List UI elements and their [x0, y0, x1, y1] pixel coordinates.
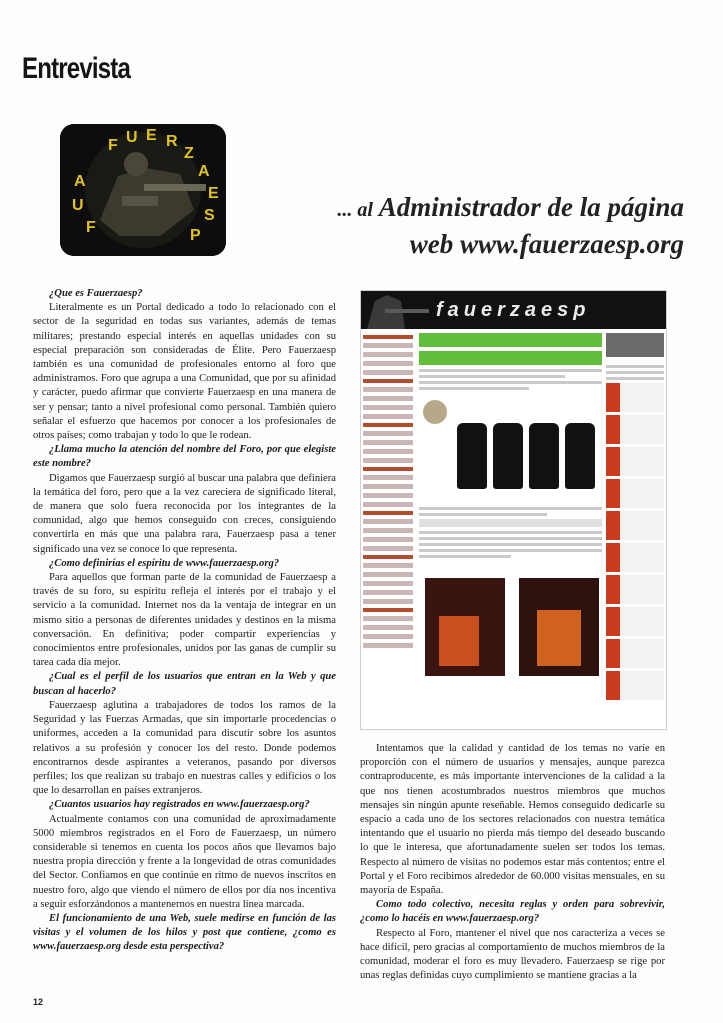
headline: [284, 190, 684, 261]
svg-text:R: R: [166, 133, 178, 150]
headline-lead: ... al: [337, 199, 373, 221]
interview-question: El funcionamiento de una Web, suele medirse en función de las visitas y el volumen de los hilos y post que contiene, ¿como es www.fauerzaesp.org desde esta perspectiva?: [33, 912, 336, 953]
left-column: [33, 287, 336, 955]
svg-text:P: P: [190, 227, 201, 244]
svg-text:F: F: [86, 219, 96, 236]
website-main-content: [419, 333, 602, 723]
interview-question: ¿Cuantos usuarios hay registrados en www.fauerzaesp.org?: [49, 799, 310, 811]
section-title: Entrevista: [22, 52, 131, 85]
interview-answer: Digamos que Fauerzaesp surgió al buscar una palabra que definiera la temática del foro, pero que a la vez careciera de significado literal, de manera que solo fuera reconocida por los integrantes de la comunidad, algo que hemos conseguido con creces, consiguiendo convertirla en más que una palabra rara, Fauerzaesp pasa a tener significado una vez se conoce lo que representa.: [33, 472, 336, 555]
interview-answer: Para aquellos que forman parte de la comunidad de Fauerzaesp a través de su foro, su espíritu refleja el interés por el trabajo y el servicio a la comunidad. Internet nos da la ventaja de integrar en un mismo sitio a personas de diferentes unidades y destinos en la misma conversación. En definitiva; poder compartir experiencias y conocimientos entre profesionales, unidos por las ganas de cumplir su tarea cada día mejor.: [33, 572, 336, 669]
interview-answer: Respecto al Foro, mantener el nivel que nos caracteriza a veces se hace difícil, pero gracias al comportamiento de muchos miembros de la comunidad, moderar el foro es muy llevadero. Fauerzaesp se rige por unas reglas definidas cuyo cumplimiento se mantiene gracias a la: [360, 927, 665, 982]
interview-answer: Actualmente contamos con una comunidad de aproximadamente 5000 miembros registrados en el Foro de Fauerzaesp, un número considerable si tenemos en cuenta los pocos años que llevamos bajo nuestra propia dirección y frente a la longevidad de otras comunidades del Sector. Confiamos en que continúe en ritmo de nuevos inscritos en nuestro foro, algo que viendo el número de ellos por día nos incentiva a seguir esforzándonos a mantenernos en nuestra línea marcada.: [33, 813, 336, 910]
interview-answer: Intentamos que la calidad y cantidad de los temas no varíe en proporción con el número de usuarios y mensajes, aunque parezca contraproducente, es más importante intervenciones de la calidad a la que nos tienen acostumbrados nuestros miembros que muchos mensajes sin ningún apunte reseñable. Hemos conseguido dedicarle su espacio a cada uno de los sectores relacionados con nuestra temática intentando que el usuario no pierda más tiempo del deseado buscando lo que le interesa, que afortunadamente suelen ser todos los temas. Respecto al número de visitas no podemos estar más contentos; entre el Portal y el Foro recibimos alrededor de 60.000 visitas mensuales, en su mayoría de España.: [360, 743, 665, 897]
svg-text:E: E: [146, 127, 157, 144]
interview-photo: [60, 124, 226, 256]
interview-question: ¿Como definirías el espíritu de www.fauerzaesp.org?: [49, 557, 280, 569]
website-logo: fauerzaesp: [436, 299, 591, 321]
interview-answer: Literalmente es un Portal dedicado a todo lo relacionado con el sector de la seguridad en todas sus variantes, además de temas militares; prestando especial interés en aquellas unidades con su especial preparación son consideradas de Élite. Pero Fauerzaesp también es una comunidad de profesionales entorno al foro que administramos. Foro que agrupa a una Comunidad, que por su afinidad y carácter, puedo afirmar que convierte Fauerzaesp en una manera de ser y pensar; tanto a nivel profesional como personal. También quiero señalar el esfuerzo que hacemos por conocer a los profesionales de otros países; como trabajan y todo lo que le rodean.: [33, 302, 336, 442]
headline-line-2: web www.fauerzaesp.org: [409, 229, 684, 259]
svg-text:A: A: [198, 163, 210, 180]
website-banner: [361, 291, 666, 329]
interview-answer: Fauerzaesp aglutina a trabajadores de todos los ramos de la Seguridad y las Fuerzas Armadas, que sin importarle procedencias o uniformes, acceden a la comunidad para discutir sobre los asuntos relativos a su profesión y conocer los del resto. Donde podemos encontrarnos desde aspirantes a veteranos, pasando por diversos perfiles; los que realizan su trabajo en nuestras calles y edificios o los que lo desarrollan en países extranjeros.: [33, 699, 336, 797]
website-screenshot: [360, 290, 667, 730]
website-left-menu: [363, 333, 413, 723]
interview-question: ¿Llama mucho la atención del nombre del Foro, por que elegiste este nombre?: [33, 444, 336, 470]
svg-text:U: U: [72, 197, 84, 214]
boots-photo: [419, 396, 602, 501]
svg-text:E: E: [208, 185, 219, 202]
svg-text:A: A: [74, 173, 86, 190]
page-number: 12: [33, 997, 44, 1007]
fire-photos: [419, 566, 602, 676]
interview-question: ¿Que es Fauerzaesp?: [49, 288, 143, 299]
svg-text:U: U: [126, 129, 138, 146]
svg-text:Z: Z: [184, 145, 194, 162]
svg-text:S: S: [204, 207, 215, 224]
right-column: [360, 742, 665, 983]
interview-question: ¿Cual es el perfil de los usuarios que entran en la Web y que buscan al hacerlo?: [33, 671, 336, 697]
headline-line-1: Administrador de la página: [378, 192, 684, 222]
interview-question: Como todo colectivo, necesita reglas y orden para sobrevivir, ¿como lo hacéis en www.fauerzaesp.org?: [360, 899, 665, 925]
svg-text:F: F: [108, 137, 118, 154]
website-right-sidebar: [606, 333, 664, 723]
